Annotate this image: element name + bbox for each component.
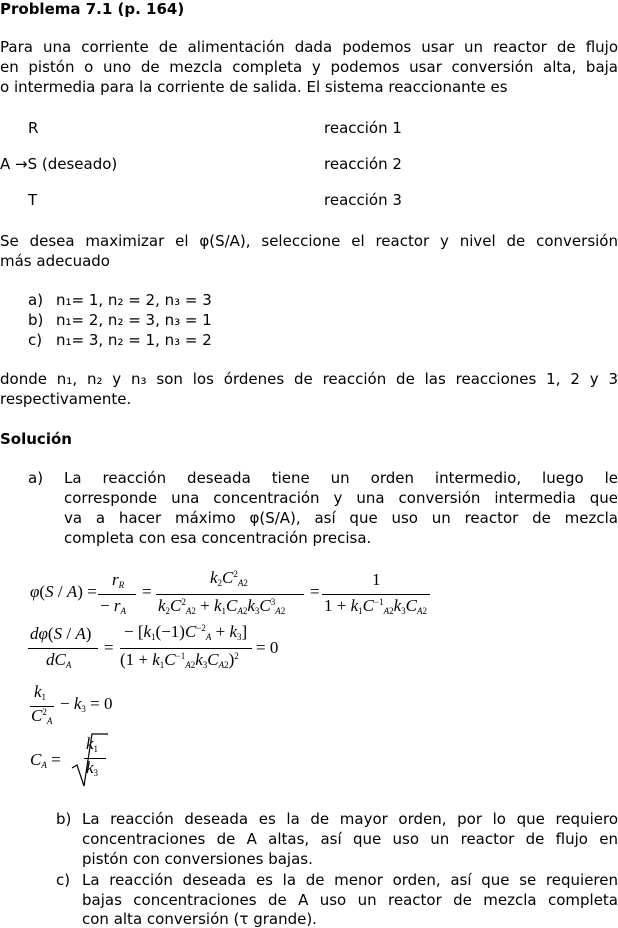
- option-b-label: b): [28, 311, 44, 329]
- option-b-text: n₁= 2, n₂ = 3, n₃ = 1: [56, 311, 212, 329]
- reaction-3-label: reacción 3: [324, 191, 402, 209]
- species-r: R: [28, 119, 39, 137]
- intro-line-2: en pistón o uno de mezcla completa y podemos usar conversión alta, baja: [0, 58, 618, 76]
- answer-b-line-3: pistón con conversiones bajas.: [82, 850, 313, 868]
- answer-a-line-3: va a hacer máximo φ(S/A), así que uso un reactor de mezcla: [64, 509, 618, 527]
- answer-a-label: a): [28, 469, 44, 487]
- reaction-1-label: reacción 1: [324, 119, 402, 137]
- option-c-text: n₁= 3, n₂ = 1, n₃ = 2: [56, 331, 212, 349]
- answer-a-line-1: La reacción deseada tiene un orden intermedio, luego le: [64, 469, 618, 487]
- intro-line-1: Para una corriente de alimentación dada podemos usar un reactor de flujo: [0, 38, 618, 56]
- answer-b-line-2: concentraciones de A altas, así que uso un reactor de flujo en: [82, 830, 618, 848]
- species-t: T: [28, 191, 38, 209]
- where-line-1: donde n₁, n₂ y n₃ son los órdenes de reacción de las reacciones 1, 2 y 3: [0, 370, 618, 388]
- option-c-label: c): [28, 331, 43, 349]
- answer-a-line-2: corresponde una concentración y una conversión intermedia que: [64, 489, 618, 507]
- option-a-label: a): [28, 291, 44, 309]
- goal-line-1: Se desea maximizar el φ(S/A), seleccione el reactor y nivel de conversión: [0, 232, 618, 250]
- answer-c-label: c): [56, 871, 71, 889]
- where-line-2: respectivamente.: [0, 390, 132, 408]
- page-title: Problema 7.1 (p. 164): [0, 0, 185, 18]
- answer-c-line-3: con alta conversión (τ grande).: [82, 910, 317, 928]
- solution-heading: Solución: [0, 430, 72, 448]
- goal-line-2: más adecuado: [0, 252, 110, 270]
- answer-c-line-1: La reacción deseada es la de menor orden, así que se requieren: [82, 871, 618, 889]
- intro-line-3: o intermedia para la corriente de salida. El sistema reaccionante es: [0, 78, 508, 96]
- answer-b-label: b): [56, 810, 72, 828]
- answer-a-line-4: completa con esa concentración precisa.: [64, 529, 372, 547]
- option-a-text: n₁= 1, n₂ = 2, n₃ = 3: [56, 291, 212, 309]
- answer-c-line-2: bajas concentraciones de A uso un reactor de mezcla completa: [82, 891, 618, 909]
- species-a-to-s: A →S (deseado): [0, 155, 118, 173]
- reaction-2-label: reacción 2: [324, 155, 402, 173]
- answer-b-line-1: La reacción deseada es la de mayor orden, por lo que requiero: [82, 810, 618, 828]
- equations-block: φ(S / A) = $r_R$ − $r_A$ = $k_2C^2_{A2}$ $k_2C^2_{A2} + k_1C_{A2}k_3C^3_{A2}$ = 1 $1 + k_1C^{-1}_{A2}k_3C_{A2}$ dφ(S / A) $dC_A$ = − $[k_1(-1)C^{-2}_A + k_3]$ $(1 + k_1C^{-1}_{A2}k_3C_{A2})^2$ = 0 $k_1$ $C^2_A$ − $k_3 = 0$ $C_A$ = $k_1$ $k_3$: [0, 560, 618, 795]
